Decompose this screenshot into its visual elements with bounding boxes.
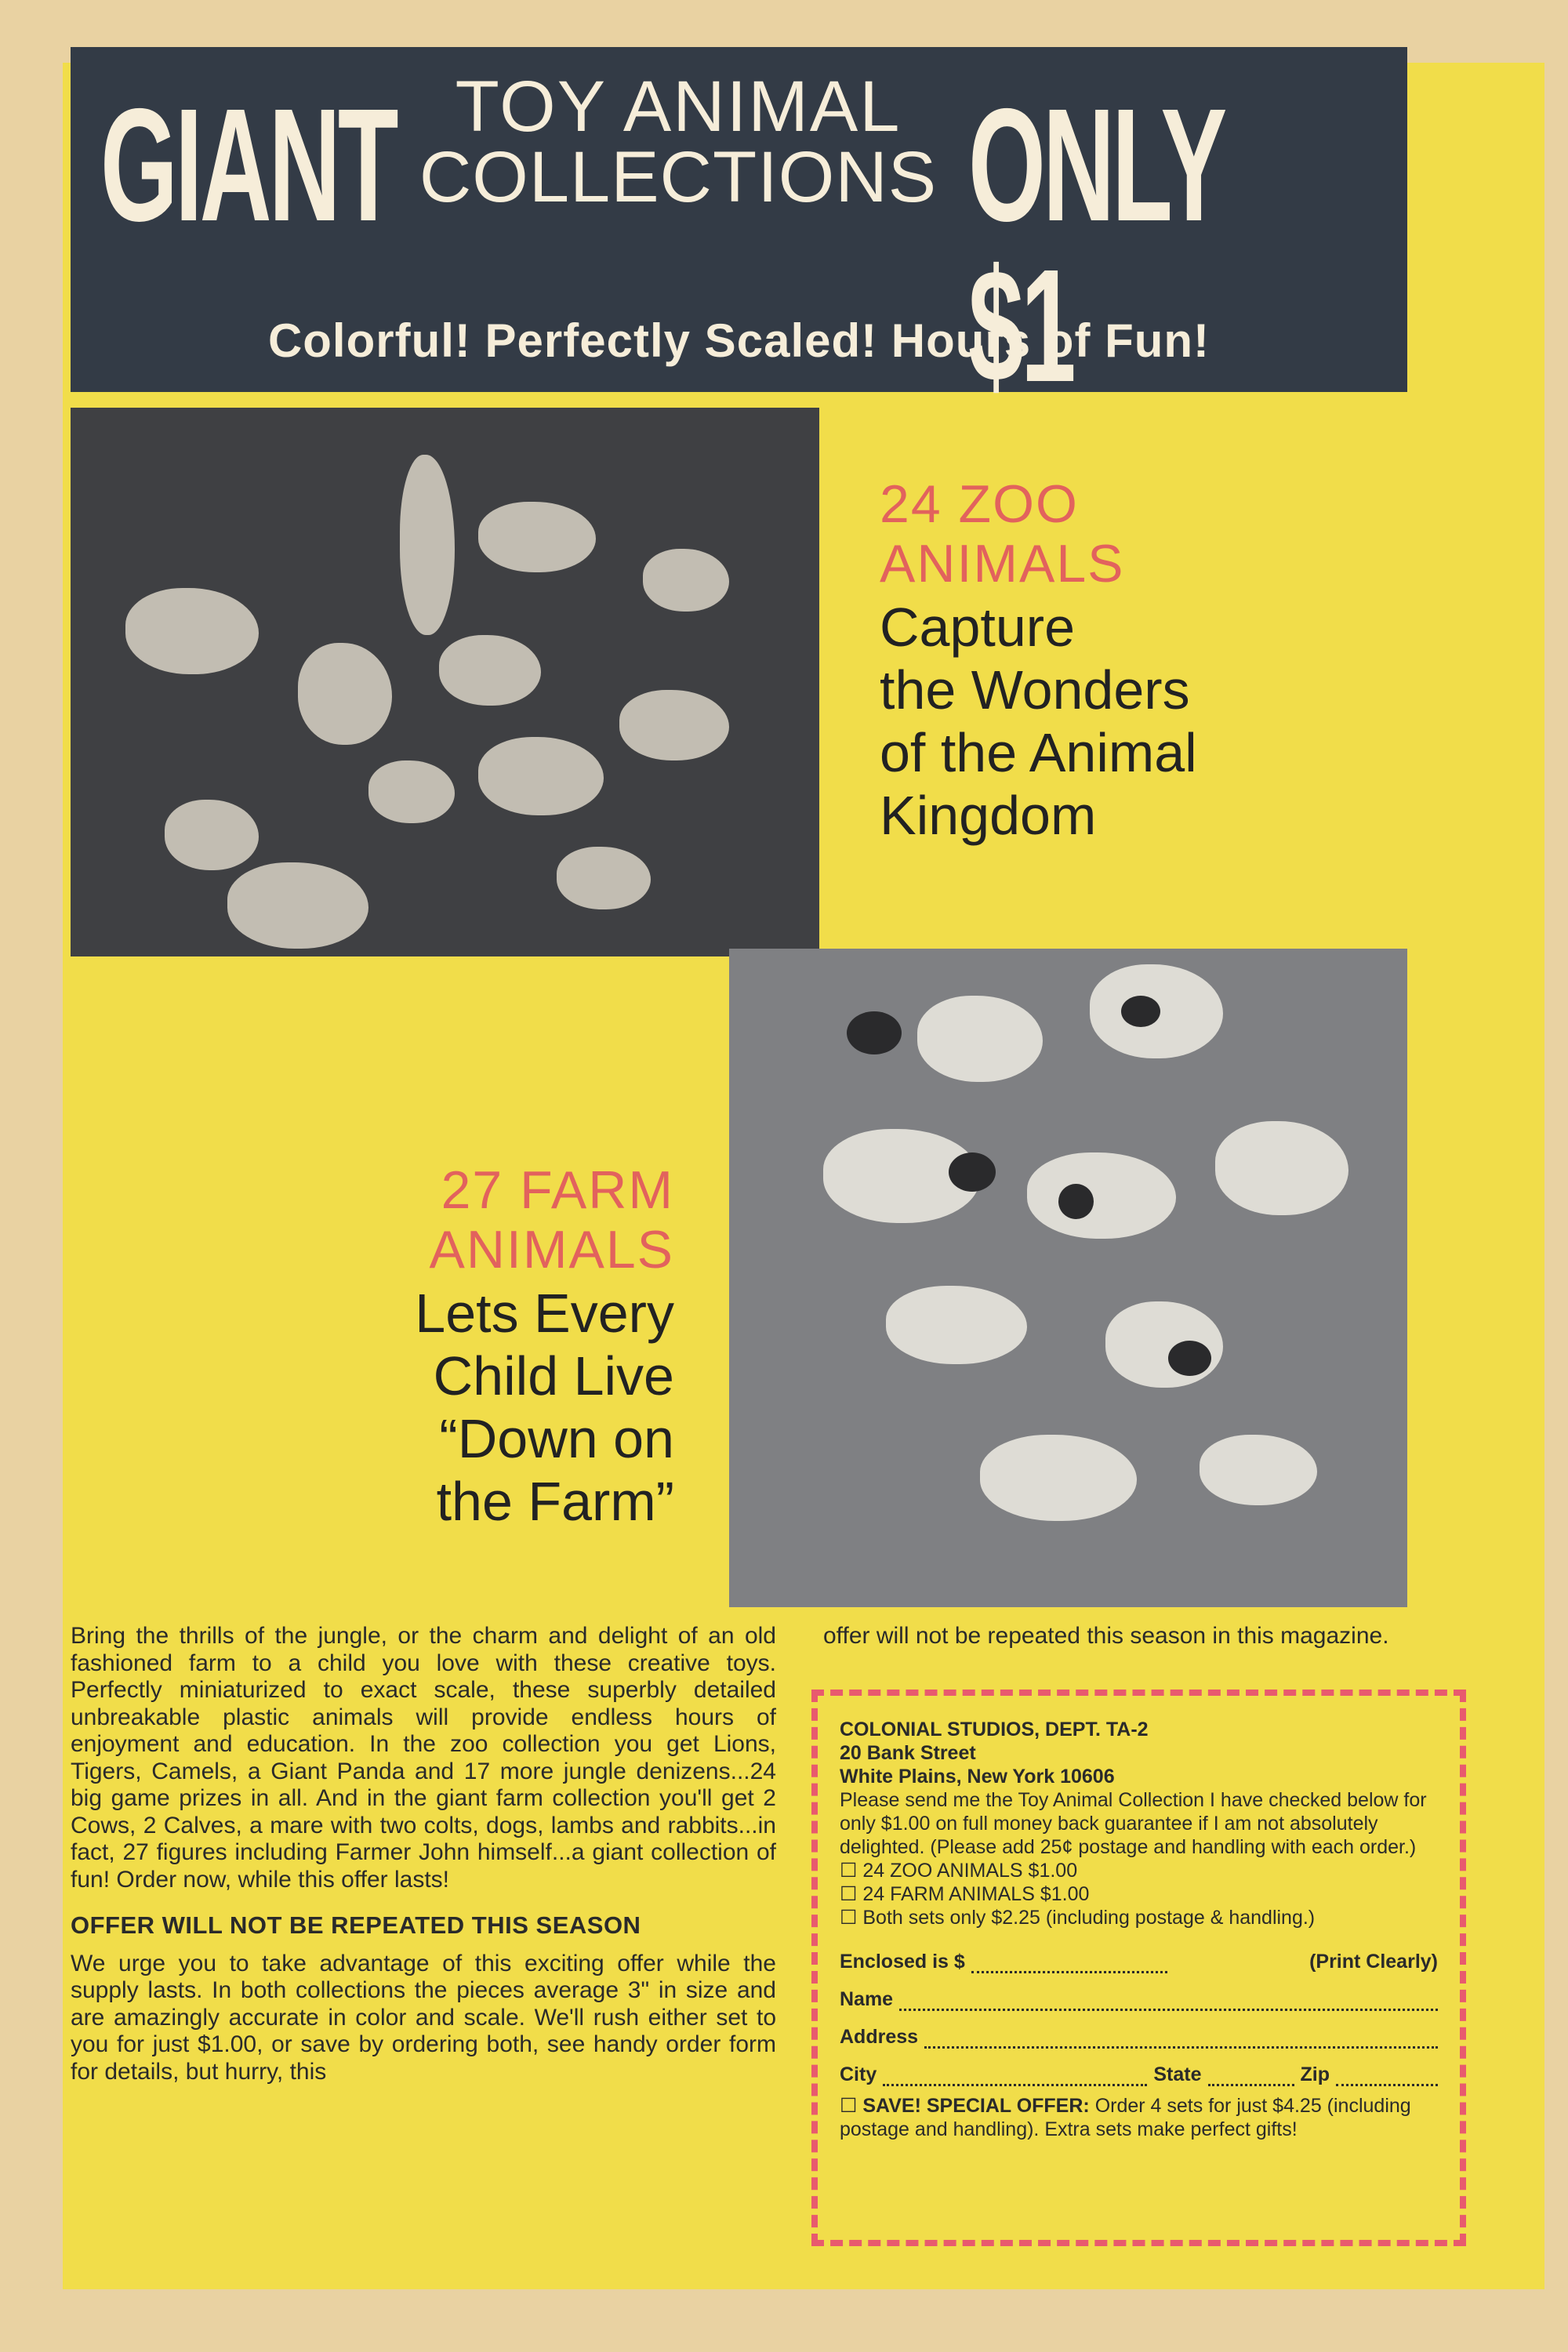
order-coupon[interactable] [811,1690,1466,2246]
farm-headline [306,1160,674,1279]
zip-input-line[interactable] [1336,2068,1438,2086]
name-label: Name [840,1988,894,2010]
farm-title-line-2: ANIMALS [429,1220,674,1279]
print-clearly-note: (Print Clearly) [1309,1951,1438,1973]
address-field[interactable] [840,2025,1438,2049]
zoo-title-line-2: ANIMALS [880,534,1125,593]
body-paragraph-2: We urge you to take advantage of this exciting offer while the supply lasts. In both collections the pieces average 3" in size and are amazingly accurate in color and scale. We'll rush either set to you for just $1.00, or save by ordering both, see handy order form for details, but hurry, this [71,1950,776,2085]
name-field[interactable] [840,1987,1438,2011]
coupon-company: COLONIAL STUDIOS, DEPT. TA-2 [840,1719,1149,1740]
body-copy-left [71,1623,776,2085]
city-input-line[interactable] [883,2068,1147,2086]
banner-price: ONLY $1 [968,75,1223,416]
farm-count-title: 27 FARM [441,1160,674,1220]
special-offer-heading: SAVE! SPECIAL OFFER: [862,2095,1090,2117]
option-zoo-checkbox[interactable] [840,1859,1438,1882]
banner-line-toy-animal: TOY ANIMAL [455,67,902,147]
farm-subline-2: Child Live [433,1345,674,1406]
zip-label: Zip [1300,2063,1330,2085]
body-heading: OFFER WILL NOT BE REPEATED THIS SEASON [71,1911,641,1939]
body-paragraph-3: offer will not be repeated this season in this magazine. [823,1623,1389,1649]
banner-line-collections: COLLECTIONS [419,137,938,217]
option-farm-label: 24 FARM ANIMALS $1.00 [862,1883,1090,1905]
address-input-line[interactable] [924,2031,1438,2049]
farm-subline-4: the Farm” [436,1471,674,1532]
option-farm-checkbox[interactable] [840,1882,1438,1906]
farm-subheadline [259,1282,674,1533]
coupon-city-line: White Plains, New York 10606 [840,1766,1115,1788]
banner-tagline: Colorful! Perfectly Scaled! Hours of Fun! [267,314,1210,367]
zoo-subheadline [880,596,1197,847]
zoo-animals-photo [71,408,819,956]
title-banner [71,47,1407,416]
farm-subline-1: Lets Every [415,1283,674,1344]
zoo-subline-1: Capture [880,597,1076,658]
state-label: State [1153,2063,1202,2085]
enclosed-label: Enclosed is $ [840,1951,965,1973]
body-copy-right [823,1623,1450,1650]
option-both-checkbox[interactable] [840,1906,1438,1929]
zoo-count-title: 24 ZOO [880,474,1079,534]
coupon-street: 20 Bank Street [840,1742,976,1764]
enclosed-input-line[interactable] [971,1955,1167,1973]
special-offer-text: Order 4 sets for just $4.25 (including postage and handling). Extra sets make perfect gifts! [840,2095,1411,2140]
option-both-label: Both sets only $2.25 (including postage & handling.) [862,1907,1316,1929]
enclosed-field[interactable] [840,1950,1438,1973]
special-offer-checkbox[interactable] [840,2094,1438,2141]
name-input-line[interactable] [899,1993,1438,2011]
city-state-zip-field[interactable] [840,2063,1438,2086]
zoo-subline-3: of the Animal [880,722,1197,783]
address-label: Address [840,2026,919,2048]
state-input-line[interactable] [1208,2068,1294,2086]
farm-subline-3: “Down on [439,1408,674,1469]
farm-animals-photo [729,949,1407,1607]
zoo-subline-2: the Wonders [880,659,1190,720]
zoo-headline [880,474,1125,593]
banner-word-giant: GIANT [100,75,396,255]
body-paragraph-1: Bring the thrills of the jungle, or the charm and delight of an old fashioned farm to a child you love with these creative toys. Perfectly miniaturized to exact scale, these superbly detailed unbreakable plastic animals will provide endless hours of enjoyment and education. In the zoo collection you get Lions, Tigers, Camels, a Giant Panda and 17 more jungle denizens...24 big game prizes in all. And in the giant farm collection you'll get 2 Cows, 2 Calves, a mare with two colts, dogs, lambs and rabbits...in fact, 27 figures including Farmer John himself...a giant collection of fun! Order now, while this offer lasts! [71,1623,776,1893]
option-zoo-label: 24 ZOO ANIMALS $1.00 [862,1860,1078,1882]
zoo-subline-4: Kingdom [880,785,1097,846]
city-label: City [840,2063,877,2085]
coupon-instructions: Please send me the Toy Animal Collection I have checked below for only $1.00 on full money back guarantee if I am not absolutely delighted. (Please add 25¢ postage and handling with each order.) [840,1789,1427,1858]
